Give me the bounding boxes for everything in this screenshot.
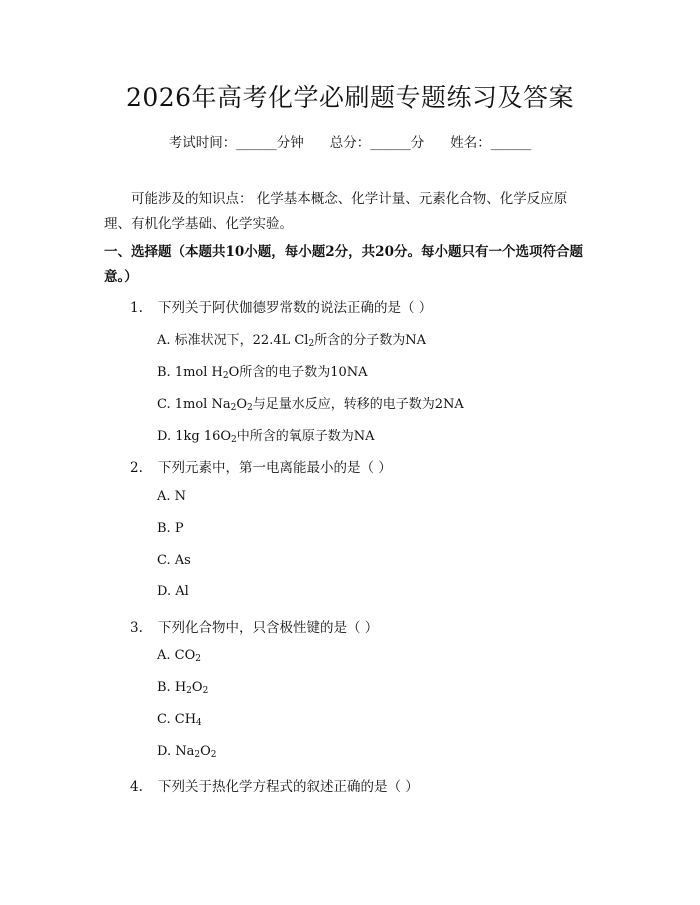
question-number: 1. xyxy=(130,300,143,316)
q2-option-d: D. Al xyxy=(157,584,189,599)
question-stem: 下列元素中，第一电离能最小的是（ ） xyxy=(158,460,392,476)
q1-option-b: B. 1mol $H_2O$所含的电子数为10NA xyxy=(157,365,368,381)
q2-option-c: C. As xyxy=(157,553,191,568)
question-number: 2. xyxy=(130,460,143,476)
q2-option-b: B. P xyxy=(157,521,184,536)
question-number: 3. xyxy=(130,620,143,636)
q1-option-c: C. 1mol $Na_2O_2$与足量水反应，转移的电子数为2NA xyxy=(157,397,464,413)
q1-option-d: D. 1kg $16O_2$中所含的氧原子数为NA xyxy=(157,429,375,445)
q3-option-d: D. $Na_2O_2$ xyxy=(157,744,217,760)
question-number: 4. xyxy=(130,779,143,795)
q3-option-c: C. $CH_4$ xyxy=(157,712,202,728)
q1-option-a: A. 标准状况下，22.4L $Cl_2$所含的分子数为NA xyxy=(157,333,426,349)
question-stem: 下列化合物中，只含极性键的是（ ） xyxy=(158,620,379,636)
total-score-field: 总分：______分 xyxy=(329,135,425,151)
exam-time-field: 考试时间：______分钟 xyxy=(168,135,304,151)
q2-option-a: A. N xyxy=(157,489,187,504)
question-1 xyxy=(130,296,432,316)
exam-meta xyxy=(0,131,700,151)
q3-option-a: A. $CO_2$ xyxy=(157,648,201,664)
question-2 xyxy=(130,456,392,476)
question-3 xyxy=(130,616,378,636)
knowledge-points: 可能涉及的知识点： 化学基本概念、化学计量、元素化合物、化学反应原理、有机化学基础、化学实验。 xyxy=(104,191,568,232)
name-field: 姓名：______ xyxy=(450,135,532,151)
q3-option-b: B. $H_2O_2$ xyxy=(157,680,209,696)
page-title: 2026年高考化学必刷题专题练习及答案 xyxy=(125,83,575,112)
question-stem: 下列关于热化学方程式的叙述正确的是（ ） xyxy=(158,779,419,795)
section-heading-multiple-choice: 一、选择题（本题共10小题，每小题2分，共20分。每小题只有一个选项符合题意。） xyxy=(104,244,583,285)
question-stem: 下列关于阿伏伽德罗常数的说法正确的是（ ） xyxy=(158,300,433,316)
question-4 xyxy=(130,775,419,795)
